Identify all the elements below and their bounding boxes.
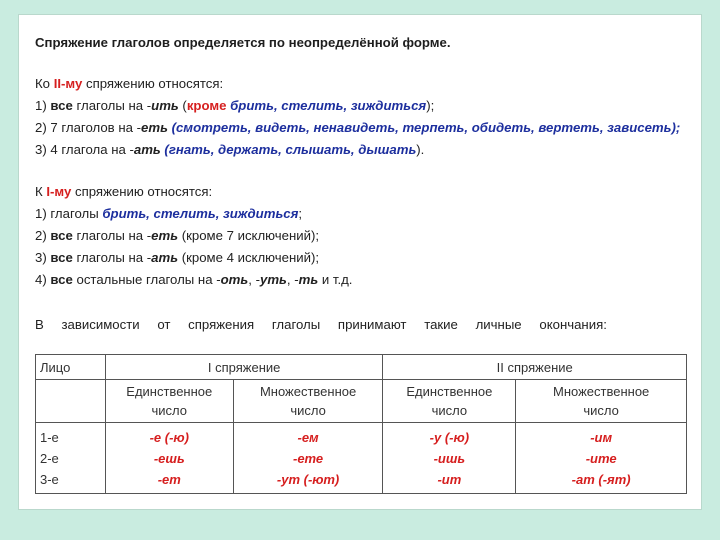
first-rule-2-num: 2) bbox=[35, 228, 51, 243]
first-rule-2-note: (кроме 7 исключений); bbox=[178, 228, 320, 243]
first-rule-4-text: остальные глаголы на - bbox=[72, 272, 221, 287]
ending: -е (-ю) bbox=[149, 429, 189, 445]
number-word: число bbox=[290, 403, 326, 418]
second-rule-1-num: 1) bbox=[35, 98, 51, 113]
first-rule-3 bbox=[35, 250, 319, 266]
first-rule-4-num: 4) bbox=[35, 272, 51, 287]
face-3: 3-е bbox=[40, 471, 59, 487]
ending: -ем bbox=[297, 429, 319, 445]
first-rule-1-text: 1) глаголы bbox=[35, 206, 103, 221]
dependence-word: личные bbox=[475, 317, 522, 332]
conj2-plural-endings bbox=[516, 423, 687, 494]
conj1-singular-endings bbox=[105, 423, 233, 494]
dependence-word: зависимости bbox=[61, 317, 140, 332]
first-rule-3-num: 3) bbox=[35, 250, 51, 265]
ending: -ет bbox=[157, 471, 181, 487]
first-rule-4-sep-2: , - bbox=[286, 272, 299, 287]
first-rule-3-text: глаголы на - bbox=[72, 250, 152, 265]
singular-word: Единственное bbox=[406, 384, 493, 399]
second-rule-1-words: брить, стелить, зиждиться bbox=[226, 98, 427, 113]
ending: -ат (-ят) bbox=[571, 471, 631, 487]
first-rule-3-note: (кроме 4 исключений); bbox=[178, 250, 320, 265]
second-rule-1 bbox=[35, 98, 434, 114]
first-rule-4-ending-1: оть bbox=[220, 272, 249, 287]
ending: -ишь bbox=[433, 450, 466, 466]
ending: -ите bbox=[585, 450, 617, 466]
dependence-word: В bbox=[35, 317, 44, 332]
dependence-word: от bbox=[157, 317, 171, 332]
singular-header bbox=[105, 380, 233, 423]
plural-word: Множественное bbox=[259, 384, 357, 399]
dependence-word: глаголы bbox=[271, 317, 321, 332]
second-intro-prefix: Ко bbox=[35, 76, 54, 91]
conj1-plural-endings bbox=[233, 423, 383, 494]
first-rule-4-etc: и т.д. bbox=[318, 272, 353, 287]
first-conj-label: I-му bbox=[46, 184, 72, 199]
second-conj-intro bbox=[35, 76, 223, 92]
second-rule-2-words: (смотреть, видеть, ненавидеть, терпеть, обидеть, вертеть, зависеть); bbox=[167, 120, 681, 135]
face-2: 2-е bbox=[40, 450, 59, 466]
second-rule-2-ending: еть bbox=[141, 120, 168, 135]
endings-table bbox=[35, 354, 687, 494]
second-conj-label: II-му bbox=[53, 76, 83, 91]
number-word: число bbox=[151, 403, 188, 418]
conj2-header: II спряжение bbox=[383, 355, 687, 380]
conj1-header: I спряжение bbox=[105, 355, 383, 380]
second-rule-1-text: глаголы на - bbox=[72, 98, 152, 113]
first-rule-1-words: брить, стелить, зиждиться bbox=[102, 206, 299, 221]
first-rule-2-ending: еть bbox=[151, 228, 179, 243]
plural-word: Множественное bbox=[553, 384, 650, 399]
first-rule-1-close: ; bbox=[298, 206, 303, 221]
second-rule-1-paren: ( bbox=[178, 98, 187, 113]
ending: -ут (-ют) bbox=[276, 471, 340, 487]
second-rule-3-words: (гнать, держать, слышать, дышать bbox=[160, 142, 417, 157]
first-rule-3-ending: ать bbox=[151, 250, 179, 265]
first-conj-intro bbox=[35, 184, 212, 200]
rules-card bbox=[18, 14, 702, 510]
second-rule-3-close: ). bbox=[416, 142, 425, 157]
first-rule-1 bbox=[35, 206, 302, 222]
first-rule-4-all: все bbox=[50, 272, 73, 287]
dependence-word: спряжения bbox=[188, 317, 255, 332]
second-rule-1-except: кроме bbox=[186, 98, 227, 113]
first-rule-4 bbox=[35, 272, 352, 288]
number-word: число bbox=[583, 403, 619, 418]
first-intro-suffix: спряжению относятся: bbox=[71, 184, 213, 199]
empty-cell bbox=[36, 380, 106, 423]
singular-header bbox=[383, 380, 516, 423]
plural-header bbox=[233, 380, 383, 423]
ending: -им bbox=[590, 429, 613, 445]
second-rule-3-ending: ать bbox=[133, 142, 161, 157]
first-rule-4-ending-2: уть bbox=[259, 272, 287, 287]
second-rule-2 bbox=[35, 120, 680, 136]
second-rule-1-all: все bbox=[50, 98, 73, 113]
second-rule-1-close: ); bbox=[426, 98, 435, 113]
second-intro-suffix: спряжению относятся: bbox=[82, 76, 224, 91]
first-intro-prefix: К bbox=[35, 184, 47, 199]
number-word: число bbox=[431, 403, 468, 418]
ending: -ит bbox=[437, 471, 462, 487]
first-rule-3-all: все bbox=[50, 250, 73, 265]
second-rule-3 bbox=[35, 142, 424, 158]
dependence-word: такие bbox=[424, 317, 458, 332]
ending: -у (-ю) bbox=[429, 429, 470, 445]
singular-word: Единственное bbox=[126, 384, 213, 399]
dependence-word: окончания: bbox=[539, 317, 607, 332]
first-rule-4-sep-1: , - bbox=[248, 272, 260, 287]
second-rule-3-text: 3) 4 глагола на - bbox=[35, 142, 134, 157]
first-rule-2-text: глаголы на - bbox=[72, 228, 152, 243]
conj2-singular-endings bbox=[383, 423, 516, 494]
ending: -ешь bbox=[153, 450, 185, 466]
face-cell bbox=[36, 423, 106, 494]
page-title: Спряжение глаголов определяется по неопределённой форме. bbox=[35, 35, 451, 50]
dependence-line bbox=[35, 317, 607, 333]
face-header: Лицо bbox=[36, 355, 106, 380]
face-1: 1-е bbox=[40, 429, 59, 445]
first-rule-4-ending-3: ть bbox=[298, 272, 319, 287]
dependence-word: принимают bbox=[337, 317, 407, 332]
plural-header bbox=[516, 380, 687, 423]
second-rule-1-ending: ить bbox=[151, 98, 179, 113]
first-rule-2 bbox=[35, 228, 319, 244]
first-rule-2-all: все bbox=[50, 228, 73, 243]
second-rule-2-text: 2) 7 глаголов на - bbox=[35, 120, 142, 135]
ending: -ете bbox=[292, 450, 324, 466]
